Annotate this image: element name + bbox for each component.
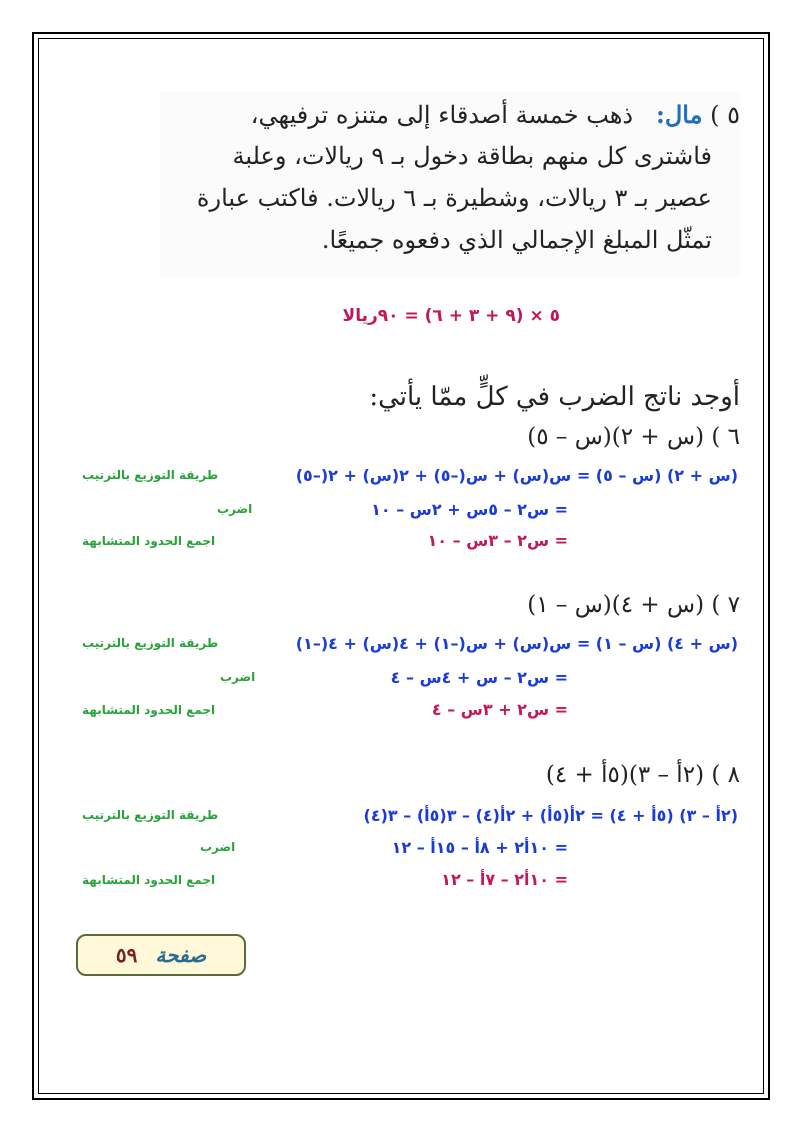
page-number: ٥٩ [115,943,138,967]
exercise-6-note-2: اضرب [217,502,253,516]
problem-5-label: مال: [656,100,703,129]
problem-5-number: ٥ ) [710,101,740,129]
exercise-8-step-1: (٢أ – ٣) (٥أ + ٤) = ٢أ(٥أ) + ٢أ(٤) – ٣(٥أ) – ٣(٤) [363,806,738,825]
exercise-6-step-3: = س٢ – ٣س – ١٠ [427,531,568,550]
exercise-7-note-2: اضرب [220,670,256,684]
exercise-7-step-1: (س + ٤) (س – ١) = س(س) + س(–١) + ٤(س) + ٤(–١) [295,634,738,653]
exercise-8-title: ٨ ) (٢أ – ٣)(٥أ + ٤) [545,762,740,788]
exercise-8-note-2: اضرب [200,840,236,854]
section-heading: أوجد ناتج الضرب في كلٍّ ممّا يأتي: [369,382,740,412]
problem-5-line-1 [251,100,740,129]
exercise-6-title: ٦ ) (س + ٢)(س – ٥) [527,424,740,450]
problem-5-text-3: عصير بـ ٣ ريالات، وشطيرة بـ ٦ ريالات. فاكتب عبارة [196,184,712,212]
exercise-8-step-3: = ١٠أ٢ – ٧أ – ١٢ [441,870,568,889]
exercise-7-note-3: اجمع الحدود المتشابهة [82,703,216,717]
problem-5-text-4: تمثّل المبلغ الإجمالي الذي دفعوه جميعًا. [321,226,712,254]
exercise-6-step-2: = س٢ – ٥س + ٢س – ١٠ [371,500,568,519]
problem-5-answer: ٥ × (٩ + ٣ + ٦) = ٩٠ريالا [342,306,560,326]
exercise-8-note-1: طريقة التوزيع بالترتيب [82,808,219,822]
exercise-8-note-3: اجمع الحدود المتشابهة [82,873,216,887]
exercise-6-note-3: اجمع الحدود المتشابهة [82,534,216,548]
exercise-7-step-3: = س٢ + ٣س – ٤ [431,700,568,719]
page-label: صفحة [155,943,207,967]
problem-5-text-1: ذهب خمسة أصدقاء إلى متنزه ترفيهي، [250,101,634,129]
exercise-7-note-1: طريقة التوزيع بالترتيب [82,636,219,650]
exercise-8-step-2: = ١٠أ٢ + ٨أ – ١٥أ – ١٢ [391,838,568,857]
exercise-7-step-2: = س٢ – س + ٤س – ٤ [390,668,568,687]
exercise-7-title: ٧ ) (س + ٤)(س – ١) [527,592,740,618]
problem-5-text-2: فاشترى كل منهم بطاقة دخول بـ ٩ ريالات، وعلبة [232,142,712,170]
page-number-badge [76,934,246,976]
exercise-6-note-1: طريقة التوزيع بالترتيب [82,468,219,482]
exercise-6-step-1: (س + ٢) (س – ٥) = س(س) + س(–٥) + ٢(س) + ٢(–٥) [295,466,738,485]
